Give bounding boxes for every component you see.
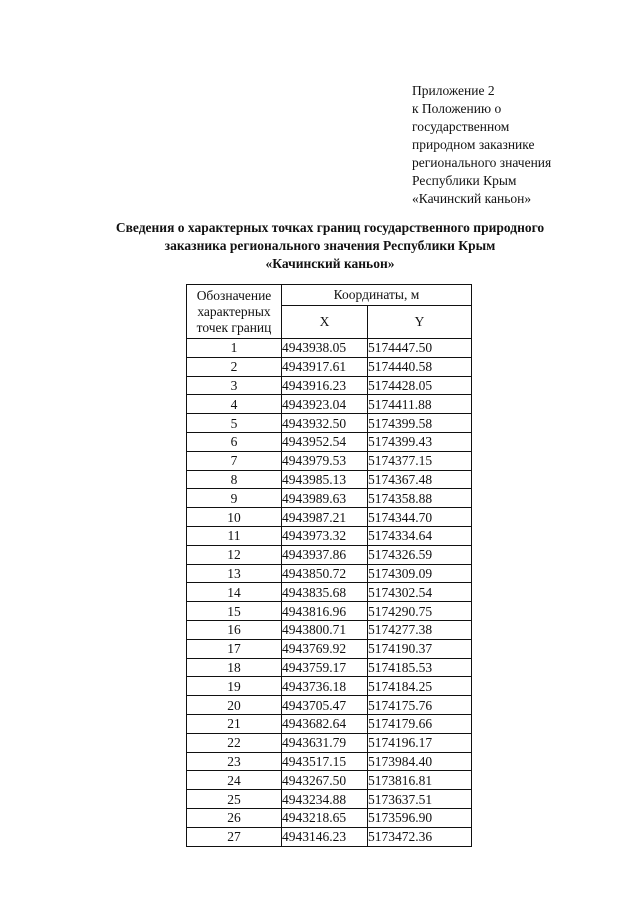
point-number-cell: 7 (187, 451, 282, 470)
point-number-cell: 18 (187, 658, 282, 677)
point-label-line: точек границ (196, 319, 272, 335)
appendix-line: Приложение 2 (412, 83, 495, 98)
y-coordinate-cell: 5174411.88 (368, 395, 472, 414)
point-number-cell: 25 (187, 790, 282, 809)
point-number-cell: 5 (187, 414, 282, 433)
point-number-cell: 3 (187, 376, 282, 395)
x-coordinate-cell: 4943759.17 (282, 658, 368, 677)
table-row (187, 696, 472, 715)
y-header: Y (368, 306, 472, 339)
point-number-cell: 24 (187, 771, 282, 790)
point-number-cell: 4 (187, 395, 282, 414)
document-title (60, 219, 600, 273)
point-number-cell: 27 (187, 827, 282, 846)
point-number-cell: 17 (187, 639, 282, 658)
point-number-cell: 20 (187, 696, 282, 715)
y-coordinate-cell: 5174377.15 (368, 451, 472, 470)
coordinates-table (186, 284, 472, 847)
table-body (187, 339, 472, 847)
point-number-cell: 1 (187, 339, 282, 358)
point-number-cell: 19 (187, 677, 282, 696)
y-coordinate-cell: 5174175.76 (368, 696, 472, 715)
table-row (187, 602, 472, 621)
x-coordinate-cell: 4943816.96 (282, 602, 368, 621)
table-row (187, 583, 472, 602)
y-coordinate-cell: 5174302.54 (368, 583, 472, 602)
table-row (187, 620, 472, 639)
table-row (187, 658, 472, 677)
y-coordinate-cell: 5174428.05 (368, 376, 472, 395)
point-label-line: Обозначение (196, 287, 272, 303)
point-number-cell: 23 (187, 752, 282, 771)
y-coordinate-cell: 5174334.64 (368, 526, 472, 545)
table-row (187, 339, 472, 358)
point-number-cell: 13 (187, 564, 282, 583)
x-coordinate-cell: 4943769.92 (282, 639, 368, 658)
x-coordinate-cell: 4943932.50 (282, 414, 368, 433)
y-coordinate-cell: 5173637.51 (368, 790, 472, 809)
point-label-header (187, 285, 282, 339)
table-row (187, 414, 472, 433)
x-coordinate-cell: 4943937.86 (282, 545, 368, 564)
y-coordinate-cell: 5173816.81 (368, 771, 472, 790)
x-coordinate-cell: 4943952.54 (282, 432, 368, 451)
y-coordinate-cell: 5174367.48 (368, 470, 472, 489)
table-row (187, 545, 472, 564)
point-number-cell: 6 (187, 432, 282, 451)
point-label-line: характерных (197, 303, 271, 319)
y-coordinate-cell: 5174190.37 (368, 639, 472, 658)
appendix-line: к Положению о (412, 101, 502, 116)
point-number-cell: 26 (187, 808, 282, 827)
point-number-cell: 9 (187, 489, 282, 508)
x-coordinate-cell: 4943736.18 (282, 677, 368, 696)
point-number-cell: 10 (187, 508, 282, 527)
point-number-cell: 11 (187, 526, 282, 545)
y-coordinate-cell: 5174399.58 (368, 414, 472, 433)
x-coordinate-cell: 4943682.64 (282, 714, 368, 733)
y-coordinate-cell: 5174277.38 (368, 620, 472, 639)
title-line: «Качинский каньон» (265, 256, 395, 271)
x-coordinate-cell: 4943916.23 (282, 376, 368, 395)
table-row (187, 639, 472, 658)
x-coordinate-cell: 4943146.23 (282, 827, 368, 846)
point-number-cell: 12 (187, 545, 282, 564)
appendix-line: Республики Крым (412, 173, 517, 188)
table-row (187, 752, 472, 771)
y-coordinate-cell: 5173472.36 (368, 827, 472, 846)
coordinates-header: Координаты, м (282, 285, 472, 306)
table-row (187, 470, 472, 489)
table-row (187, 451, 472, 470)
y-coordinate-cell: 5173984.40 (368, 752, 472, 771)
table-row (187, 508, 472, 527)
table-row (187, 771, 472, 790)
y-coordinate-cell: 5174309.09 (368, 564, 472, 583)
appendix-line: природном заказнике (412, 137, 535, 152)
table-row (187, 376, 472, 395)
x-coordinate-cell: 4943234.88 (282, 790, 368, 809)
table-row (187, 526, 472, 545)
x-coordinate-cell: 4943218.65 (282, 808, 368, 827)
point-number-cell: 14 (187, 583, 282, 602)
x-coordinate-cell: 4943267.50 (282, 771, 368, 790)
table-row (187, 432, 472, 451)
appendix-line: государственном (412, 119, 510, 134)
table-row (187, 714, 472, 733)
y-coordinate-cell: 5174185.53 (368, 658, 472, 677)
y-coordinate-cell: 5174358.88 (368, 489, 472, 508)
point-number-cell: 15 (187, 602, 282, 621)
appendix-note (412, 82, 612, 208)
x-coordinate-cell: 4943517.15 (282, 752, 368, 771)
y-coordinate-cell: 5174290.75 (368, 602, 472, 621)
table-row (187, 733, 472, 752)
x-coordinate-cell: 4943631.79 (282, 733, 368, 752)
x-coordinate-cell: 4943835.68 (282, 583, 368, 602)
y-coordinate-cell: 5174326.59 (368, 545, 472, 564)
x-header: X (282, 306, 368, 339)
y-coordinate-cell: 5174344.70 (368, 508, 472, 527)
point-number-cell: 2 (187, 357, 282, 376)
x-coordinate-cell: 4943987.21 (282, 508, 368, 527)
x-coordinate-cell: 4943705.47 (282, 696, 368, 715)
table-row (187, 677, 472, 696)
table-row (187, 808, 472, 827)
x-coordinate-cell: 4943979.53 (282, 451, 368, 470)
point-number-cell: 16 (187, 620, 282, 639)
table-row (187, 564, 472, 583)
point-number-cell: 21 (187, 714, 282, 733)
table-row (187, 357, 472, 376)
y-coordinate-cell: 5174196.17 (368, 733, 472, 752)
point-number-cell: 22 (187, 733, 282, 752)
y-coordinate-cell: 5174184.25 (368, 677, 472, 696)
x-coordinate-cell: 4943800.71 (282, 620, 368, 639)
x-coordinate-cell: 4943923.04 (282, 395, 368, 414)
table-row (187, 827, 472, 846)
point-number-cell: 8 (187, 470, 282, 489)
table-row (187, 489, 472, 508)
appendix-line: регионального значения (412, 155, 552, 170)
x-coordinate-cell: 4943973.32 (282, 526, 368, 545)
y-coordinate-cell: 5174399.43 (368, 432, 472, 451)
y-coordinate-cell: 5174447.50 (368, 339, 472, 358)
y-coordinate-cell: 5174440.58 (368, 357, 472, 376)
x-coordinate-cell: 4943985.13 (282, 470, 368, 489)
table-row (187, 790, 472, 809)
x-coordinate-cell: 4943850.72 (282, 564, 368, 583)
title-line: заказника регионального значения Республики Крым (164, 238, 496, 253)
table-row (187, 395, 472, 414)
x-coordinate-cell: 4943989.63 (282, 489, 368, 508)
y-coordinate-cell: 5174179.66 (368, 714, 472, 733)
y-coordinate-cell: 5173596.90 (368, 808, 472, 827)
title-line: Сведения о характерных точках границ государственного природного (115, 220, 545, 235)
x-coordinate-cell: 4943938.05 (282, 339, 368, 358)
x-coordinate-cell: 4943917.61 (282, 357, 368, 376)
appendix-line: «Качинский каньон» (412, 191, 532, 206)
